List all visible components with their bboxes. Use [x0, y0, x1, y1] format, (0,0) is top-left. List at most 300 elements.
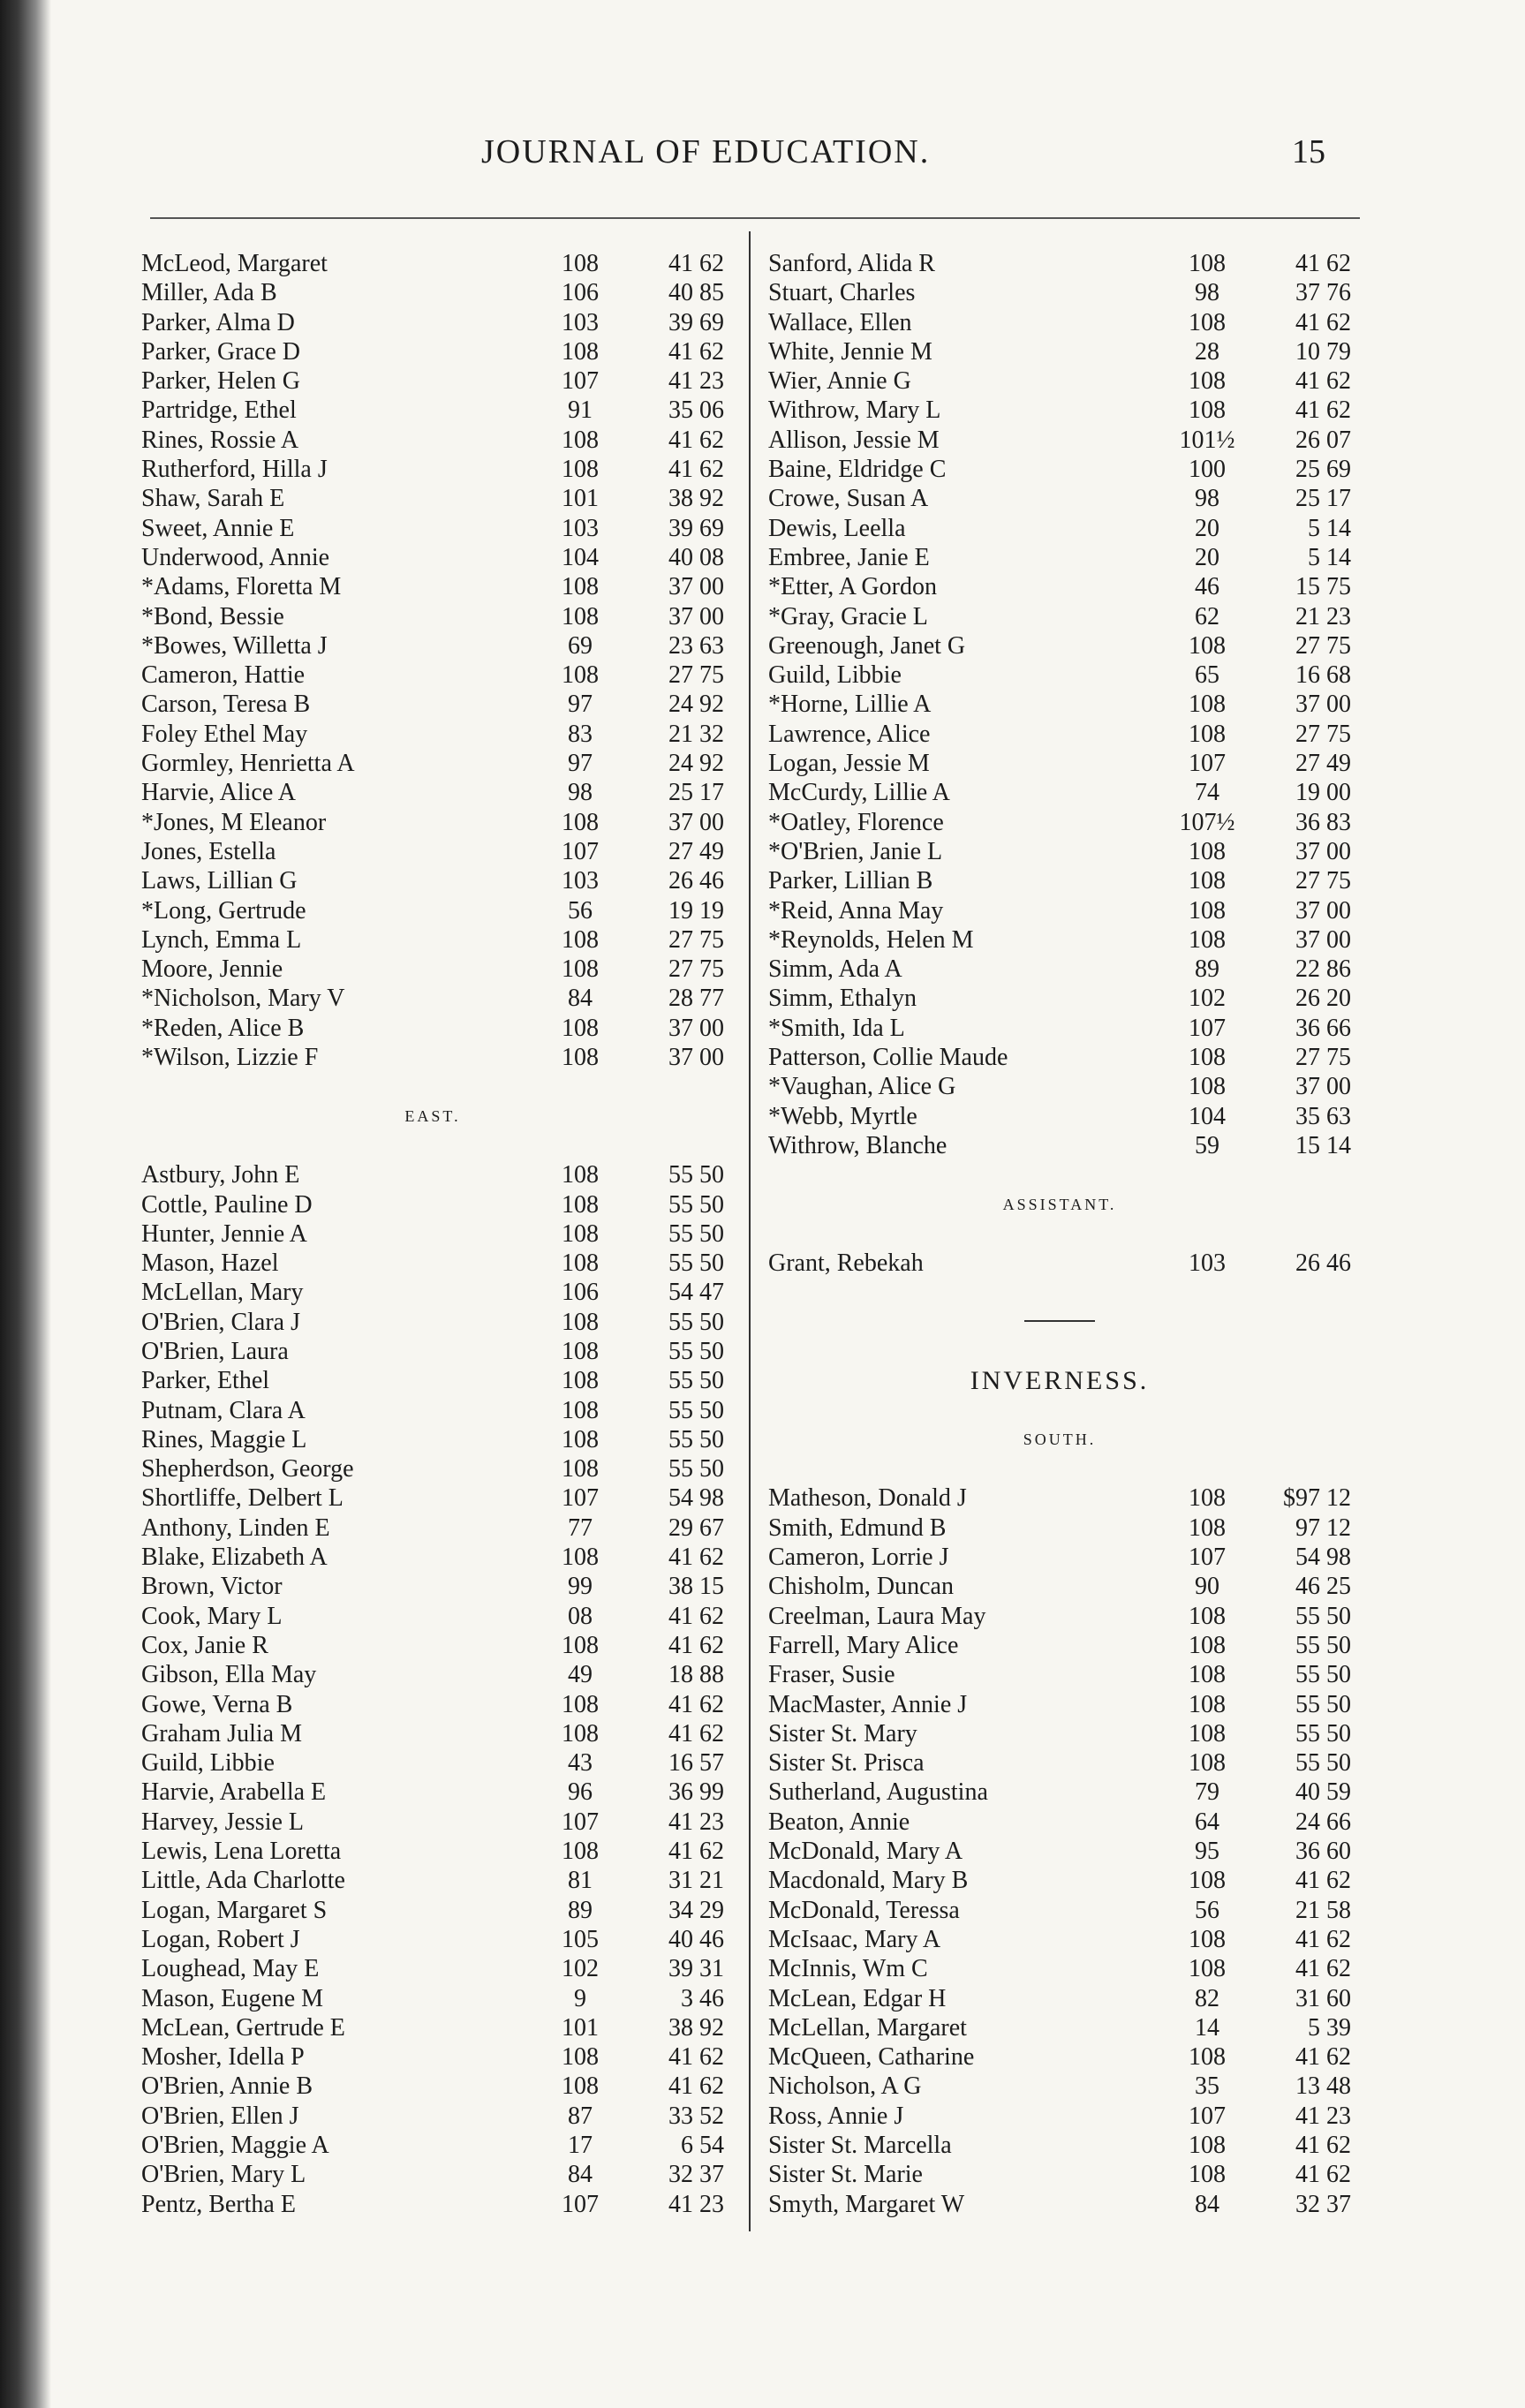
teacher-name: Grant, Rebekah [768, 1249, 924, 1278]
teacher-name: *Horne, Lillie A [768, 691, 932, 719]
days-taught: 108 [562, 1044, 599, 1072]
days-taught: 108 [1189, 837, 1226, 865]
grant-amount: 31 21 [668, 1867, 724, 1895]
teacher-name: Foley Ethel May [141, 720, 308, 748]
list-item [141, 308, 724, 337]
teacher-name: Sister St. Prisca [768, 1749, 925, 1778]
list-item [768, 808, 1351, 837]
grant-amount: 55 50 [1295, 1661, 1351, 1689]
teacher-name: Brown, Victor [141, 1573, 283, 1601]
days-taught: 106 [562, 1279, 599, 1307]
list-item [141, 1954, 724, 1983]
teacher-name: Rines, Rossie A [141, 426, 299, 454]
list-item [768, 690, 1351, 719]
teacher-name: Matheson, Donald J [768, 1484, 967, 1513]
teacher-name: Fraser, Susie [768, 1661, 895, 1689]
list-item [141, 396, 724, 425]
list-item [768, 426, 1351, 455]
list-item [768, 1954, 1351, 1983]
days-taught: 46 [1195, 573, 1219, 601]
grant-amount: 27 75 [1295, 720, 1351, 748]
grant-amount: 32 37 [668, 2161, 724, 2189]
teacher-name: McCurdy, Lillie A [768, 779, 950, 807]
right-column [768, 249, 1351, 2219]
days-taught: 108 [562, 573, 599, 601]
grant-amount: 40 59 [1295, 1778, 1351, 1807]
grant-amount: 5 14 [1308, 543, 1351, 571]
list-item [141, 426, 724, 455]
grant-amount: 6 54 [681, 2132, 724, 2159]
days-taught: 17 [568, 2132, 593, 2159]
list-item [768, 366, 1351, 396]
section-heading: EAST. [404, 1106, 461, 1125]
list-item [141, 720, 724, 749]
grant-amount: 15 14 [1295, 1131, 1351, 1159]
list-item [141, 572, 724, 601]
teacher-name: Creelman, Laura May [768, 1602, 986, 1630]
grant-amount: 55 50 [668, 1249, 724, 1278]
teacher-name: Carson, Teresa B [141, 691, 311, 719]
days-taught: 105 [562, 1925, 599, 1953]
grant-amount: 5 39 [1308, 2013, 1351, 2042]
grant-amount: 41 62 [668, 1631, 724, 1659]
teacher-name: *Bond, Bessie [141, 602, 284, 630]
list-item [141, 2013, 724, 2042]
teacher-name: Gowe, Verna B [141, 1690, 293, 1718]
list-item [141, 366, 724, 396]
days-taught: 28 [1195, 337, 1219, 366]
grant-amount: 54 47 [668, 1279, 724, 1307]
list-item [768, 2190, 1351, 2219]
teacher-name: Partridge, Ethel [141, 396, 297, 425]
teacher-name: *Long, Gertrude [141, 896, 306, 925]
list-item [141, 1690, 724, 1719]
days-taught: 14 [1195, 2013, 1219, 2042]
teacher-name: *Etter, A Gordon [768, 573, 937, 601]
teacher-name: *Reden, Alice B [141, 1014, 305, 1042]
days-taught: 102 [1189, 985, 1226, 1013]
teacher-name: Mosher, Idella P [141, 2043, 305, 2072]
list-item [141, 1896, 724, 1925]
grant-amount: 37 00 [1295, 1073, 1351, 1101]
list-item [141, 1219, 724, 1249]
days-taught: 96 [568, 1778, 593, 1807]
teacher-name: McLellan, Margaret [768, 2013, 967, 2042]
list-item [768, 572, 1351, 601]
teacher-name: Rutherford, Hilla J [141, 456, 328, 484]
teacher-name: Wallace, Ellen [768, 308, 912, 336]
days-taught: 108 [1189, 1690, 1226, 1718]
list-item [141, 1925, 724, 1954]
days-taught: 104 [1189, 1102, 1226, 1130]
teacher-name: *Vaughan, Alice G [768, 1073, 956, 1101]
teacher-name: McLeod, Margaret [141, 250, 328, 277]
grant-amount: 27 49 [1295, 750, 1351, 778]
days-taught: 59 [1195, 1131, 1219, 1159]
days-taught: 108 [1189, 631, 1226, 660]
list-item [141, 1043, 724, 1072]
list-item [768, 1631, 1351, 1660]
list-item [141, 808, 724, 837]
days-taught: 108 [1189, 2043, 1226, 2072]
days-taught: 108 [562, 661, 599, 690]
list-item [141, 837, 724, 866]
days-taught: 20 [1195, 543, 1219, 571]
days-taught: 108 [1189, 1925, 1226, 1953]
days-taught: 108 [1189, 2132, 1226, 2159]
teacher-name: *Nicholson, Mary V [141, 985, 345, 1013]
list-item [141, 749, 724, 778]
teacher-name: Jones, Estella [141, 837, 276, 865]
grant-amount: 32 37 [1295, 2190, 1351, 2218]
grant-amount: 36 99 [668, 1778, 724, 1807]
teacher-name: *Oatley, Florence [768, 808, 944, 836]
teacher-name: Loughead, May E [141, 1955, 320, 1983]
days-taught: 9 [574, 1984, 586, 2012]
list-item [141, 1660, 724, 1689]
list-item [768, 249, 1351, 278]
days-taught: 101 [562, 2013, 599, 2042]
grant-amount: 13 48 [1295, 2072, 1351, 2101]
days-taught: 108 [562, 808, 599, 836]
grant-amount: 24 92 [668, 750, 724, 778]
teacher-name: McDonald, Mary A [768, 1838, 963, 1866]
teacher-name: Chisholm, Duncan [768, 1573, 954, 1601]
teacher-name: Pentz, Bertha E [141, 2190, 296, 2218]
journal-title: JOURNAL OF EDUCATION. [481, 133, 931, 170]
teacher-name: *Bowes, Willetta J [141, 631, 328, 660]
grant-amount: 37 00 [1295, 691, 1351, 719]
days-taught: 106 [562, 279, 599, 307]
list-item [141, 1631, 724, 1660]
list-item [141, 543, 724, 572]
spacer-line [768, 1278, 1351, 1307]
grant-amount: $97 12 [1283, 1484, 1351, 1513]
days-taught: 91 [568, 396, 593, 425]
list-item [141, 778, 724, 807]
page-edge-shadow [0, 0, 51, 2408]
list-item [768, 661, 1351, 690]
grant-amount: 22 86 [1295, 955, 1351, 984]
grant-amount: 55 50 [668, 1308, 724, 1336]
days-taught: 108 [1189, 1719, 1226, 1747]
days-taught: 108 [1189, 867, 1226, 895]
teacher-name: *Wilson, Lizzie F [141, 1044, 319, 1072]
grant-amount: 37 00 [1295, 837, 1351, 865]
grant-amount: 38 92 [668, 2013, 724, 2042]
grant-amount: 55 50 [1295, 1602, 1351, 1630]
grant-amount: 16 57 [668, 1749, 724, 1778]
days-taught: 108 [1189, 308, 1226, 336]
list-item [768, 1014, 1351, 1043]
days-taught: 108 [1189, 1073, 1226, 1101]
teacher-name: Miller, Ada B [141, 279, 277, 307]
teacher-name: Lewis, Lena Loretta [141, 1838, 342, 1866]
days-taught: 97 [568, 691, 593, 719]
teacher-name: Sanford, Alida R [768, 250, 935, 277]
teacher-name: Farrell, Mary Alice [768, 1631, 959, 1659]
list-item [141, 631, 724, 661]
grant-amount: 15 75 [1295, 573, 1351, 601]
days-taught: 98 [568, 779, 593, 807]
section-heading: SOUTH. [1023, 1430, 1097, 1448]
teacher-name: McIsaac, Mary A [768, 1925, 941, 1953]
list-item [768, 631, 1351, 661]
grant-amount: 41 62 [1295, 1867, 1351, 1895]
days-taught: 108 [562, 925, 599, 954]
list-item [768, 1778, 1351, 1807]
teacher-name: Underwood, Annie [141, 543, 330, 571]
grant-amount: 37 00 [668, 808, 724, 836]
teacher-name: O'Brien, Clara J [141, 1308, 301, 1336]
grant-amount: 27 75 [1295, 867, 1351, 895]
list-item [768, 1866, 1351, 1895]
days-taught: 107 [1189, 1544, 1226, 1572]
teacher-name: *Smith, Ida L [768, 1014, 905, 1042]
grant-amount: 38 15 [668, 1573, 724, 1601]
days-taught: 83 [568, 720, 593, 748]
grant-amount: 41 62 [1295, 367, 1351, 396]
teacher-name: O'Brien, Mary L [141, 2161, 306, 2189]
grant-amount: 27 75 [668, 955, 724, 984]
grant-amount: 39 69 [668, 308, 724, 336]
teacher-name: O'Brien, Maggie A [141, 2132, 329, 2159]
days-taught: 108 [562, 1455, 599, 1483]
list-item [141, 896, 724, 925]
days-taught: 108 [1189, 1631, 1226, 1659]
list-item [768, 484, 1351, 513]
grant-amount: 27 49 [668, 837, 724, 865]
grant-amount: 55 50 [668, 1161, 724, 1189]
days-taught: 108 [562, 1219, 599, 1248]
list-item [768, 1249, 1351, 1278]
grant-amount: 55 50 [668, 1337, 724, 1365]
list-item [768, 2102, 1351, 2131]
list-item [768, 1690, 1351, 1719]
grant-amount: 55 50 [668, 1425, 724, 1453]
days-taught: 103 [1189, 1249, 1226, 1278]
list-item [768, 1984, 1351, 2013]
days-taught: 43 [568, 1749, 593, 1778]
teacher-name: McLean, Edgar H [768, 1984, 947, 2012]
days-taught: 108 [562, 1367, 599, 1395]
list-item [768, 1543, 1351, 1572]
days-taught: 108 [562, 1396, 599, 1424]
grant-amount: 37 00 [1295, 896, 1351, 925]
teacher-name: Cox, Janie R [141, 1631, 268, 1659]
section-divider [768, 1308, 1351, 1337]
days-taught: 108 [1189, 367, 1226, 396]
days-taught: 108 [562, 1190, 599, 1219]
teacher-name: Guild, Libbie [141, 1749, 275, 1778]
days-taught: 103 [562, 867, 599, 895]
grant-amount: 41 62 [668, 2043, 724, 2072]
grant-amount: 41 62 [668, 1838, 724, 1866]
grant-amount: 55 50 [668, 1219, 724, 1248]
grant-amount: 41 62 [1295, 396, 1351, 425]
teacher-name: McLean, Gertrude E [141, 2013, 345, 2042]
list-item [141, 1396, 724, 1425]
days-taught: 108 [562, 2043, 599, 2072]
teacher-name: White, Jennie M [768, 337, 932, 366]
days-taught: 108 [1189, 1749, 1226, 1778]
days-taught: 108 [562, 337, 599, 366]
days-taught: 108 [1189, 1661, 1226, 1689]
days-taught: 69 [568, 631, 593, 660]
grant-amount: 26 46 [668, 867, 724, 895]
teacher-name: McInnis, Wm C [768, 1955, 928, 1983]
grant-amount: 41 62 [1295, 1925, 1351, 1953]
teacher-name: Stuart, Charles [768, 279, 916, 307]
days-taught: 108 [562, 1308, 599, 1336]
teacher-name: Logan, Margaret S [141, 1896, 328, 1924]
days-taught: 108 [1189, 1044, 1226, 1072]
teacher-name: Cottle, Pauline D [141, 1190, 313, 1219]
grant-amount: 33 52 [668, 2102, 724, 2130]
grant-amount: 40 85 [668, 279, 724, 307]
days-taught: 107 [562, 1808, 599, 1836]
days-taught: 101½ [1179, 426, 1235, 454]
grant-amount: 41 62 [668, 1719, 724, 1747]
list-item [141, 1808, 724, 1837]
days-taught: 81 [568, 1867, 593, 1895]
days-taught: 103 [562, 514, 599, 542]
grant-amount: 41 62 [1295, 250, 1351, 277]
teacher-name: O'Brien, Annie B [141, 2072, 313, 2101]
grant-amount: 36 83 [1295, 808, 1351, 836]
list-item [141, 602, 724, 631]
list-item [141, 1454, 724, 1483]
days-taught: 20 [1195, 514, 1219, 542]
header-rule [150, 217, 1360, 219]
list-item [141, 1483, 724, 1513]
list-item [768, 925, 1351, 955]
grant-amount: 26 07 [1295, 426, 1351, 454]
days-taught: 95 [1195, 1838, 1219, 1866]
list-item [768, 308, 1351, 337]
teacher-name: Withrow, Blanche [768, 1131, 947, 1159]
days-taught: 108 [1189, 1867, 1226, 1895]
list-item [141, 249, 724, 278]
grant-amount: 41 62 [668, 2072, 724, 2101]
grant-amount: 5 14 [1308, 514, 1351, 542]
days-taught: 108 [562, 1014, 599, 1042]
teacher-name: Rines, Maggie L [141, 1425, 307, 1453]
list-item [768, 720, 1351, 749]
teacher-name: Putnam, Clara A [141, 1396, 306, 1424]
days-taught: 62 [1195, 602, 1219, 630]
grant-amount: 38 92 [668, 485, 724, 513]
grant-amount: 46 25 [1295, 1573, 1351, 1601]
list-item [141, 1278, 724, 1307]
teacher-name: Moore, Jennie [141, 955, 283, 984]
grant-amount: 25 69 [1295, 456, 1351, 484]
days-taught: 107½ [1179, 808, 1235, 836]
list-item [141, 2131, 724, 2160]
days-taught: 08 [568, 1602, 593, 1630]
list-item [141, 984, 724, 1013]
spacer-line [768, 1337, 1351, 1366]
grant-amount: 41 62 [668, 1602, 724, 1630]
teacher-name: Wier, Annie G [768, 367, 911, 396]
grant-amount: 24 66 [1295, 1808, 1351, 1836]
days-taught: 84 [568, 985, 593, 1013]
grant-amount: 27 75 [1295, 631, 1351, 660]
list-item [768, 1572, 1351, 1601]
days-taught: 98 [1195, 485, 1219, 513]
grant-amount: 37 00 [1295, 925, 1351, 954]
teacher-name: Parker, Ethel [141, 1367, 270, 1395]
list-item [141, 455, 724, 484]
teacher-name: Hunter, Jennie A [141, 1219, 307, 1248]
days-taught: 56 [1195, 1896, 1219, 1924]
spacer-line [768, 1219, 1351, 1249]
teacher-name: O'Brien, Laura [141, 1337, 289, 1365]
days-taught: 97 [568, 750, 593, 778]
grant-amount: 55 50 [668, 1396, 724, 1424]
list-item [768, 455, 1351, 484]
teacher-name: Parker, Helen G [141, 367, 301, 396]
grant-amount: 41 62 [668, 337, 724, 366]
days-taught: 108 [1189, 1602, 1226, 1630]
list-item [768, 2013, 1351, 2042]
grant-amount: 27 75 [668, 661, 724, 690]
grant-amount: 29 67 [668, 1513, 724, 1542]
teacher-name: Smith, Edmund B [768, 1513, 947, 1542]
spacer-line [768, 1396, 1351, 1425]
grant-amount: 41 62 [668, 1544, 724, 1572]
grant-amount: 25 17 [1295, 485, 1351, 513]
days-taught: 107 [562, 367, 599, 396]
days-taught: 77 [568, 1513, 593, 1542]
teacher-name: Cameron, Hattie [141, 661, 306, 690]
grant-amount: 55 50 [1295, 1719, 1351, 1747]
teacher-name: *Jones, M Eleanor [141, 808, 327, 836]
list-item [141, 1160, 724, 1189]
grant-amount: 31 60 [1295, 1984, 1351, 2012]
days-taught: 108 [562, 1425, 599, 1453]
list-item [141, 1513, 724, 1543]
days-taught: 108 [562, 426, 599, 454]
teacher-name: MacMaster, Annie J [768, 1690, 968, 1718]
teacher-name: Withrow, Mary L [768, 396, 941, 425]
teacher-name: Macdonald, Mary B [768, 1867, 969, 1895]
teacher-name: Parker, Grace D [141, 337, 301, 366]
teacher-name: *Gray, Gracie L [768, 602, 928, 630]
days-taught: 108 [562, 1337, 599, 1365]
days-taught: 108 [1189, 925, 1226, 954]
grant-amount: 16 68 [1295, 661, 1351, 690]
grant-amount: 54 98 [668, 1484, 724, 1513]
days-taught: 87 [568, 2102, 593, 2130]
grant-amount: 55 50 [668, 1190, 724, 1219]
teacher-name: McDonald, Teressa [768, 1896, 960, 1924]
list-item [141, 1572, 724, 1601]
grant-amount: 25 17 [668, 779, 724, 807]
list-item [768, 1043, 1351, 1072]
list-item [141, 1014, 724, 1043]
list-item [768, 1072, 1351, 1101]
teacher-name: Gibson, Ella May [141, 1661, 317, 1689]
grant-amount: 26 46 [1295, 1249, 1351, 1278]
teacher-name: Parker, Alma D [141, 308, 295, 336]
list-item [768, 866, 1351, 895]
list-item [141, 1837, 724, 1866]
grant-amount: 19 00 [1295, 779, 1351, 807]
days-taught: 89 [568, 1896, 593, 1924]
days-taught: 89 [1195, 955, 1219, 984]
teacher-name: *Webb, Myrtle [768, 1102, 917, 1130]
